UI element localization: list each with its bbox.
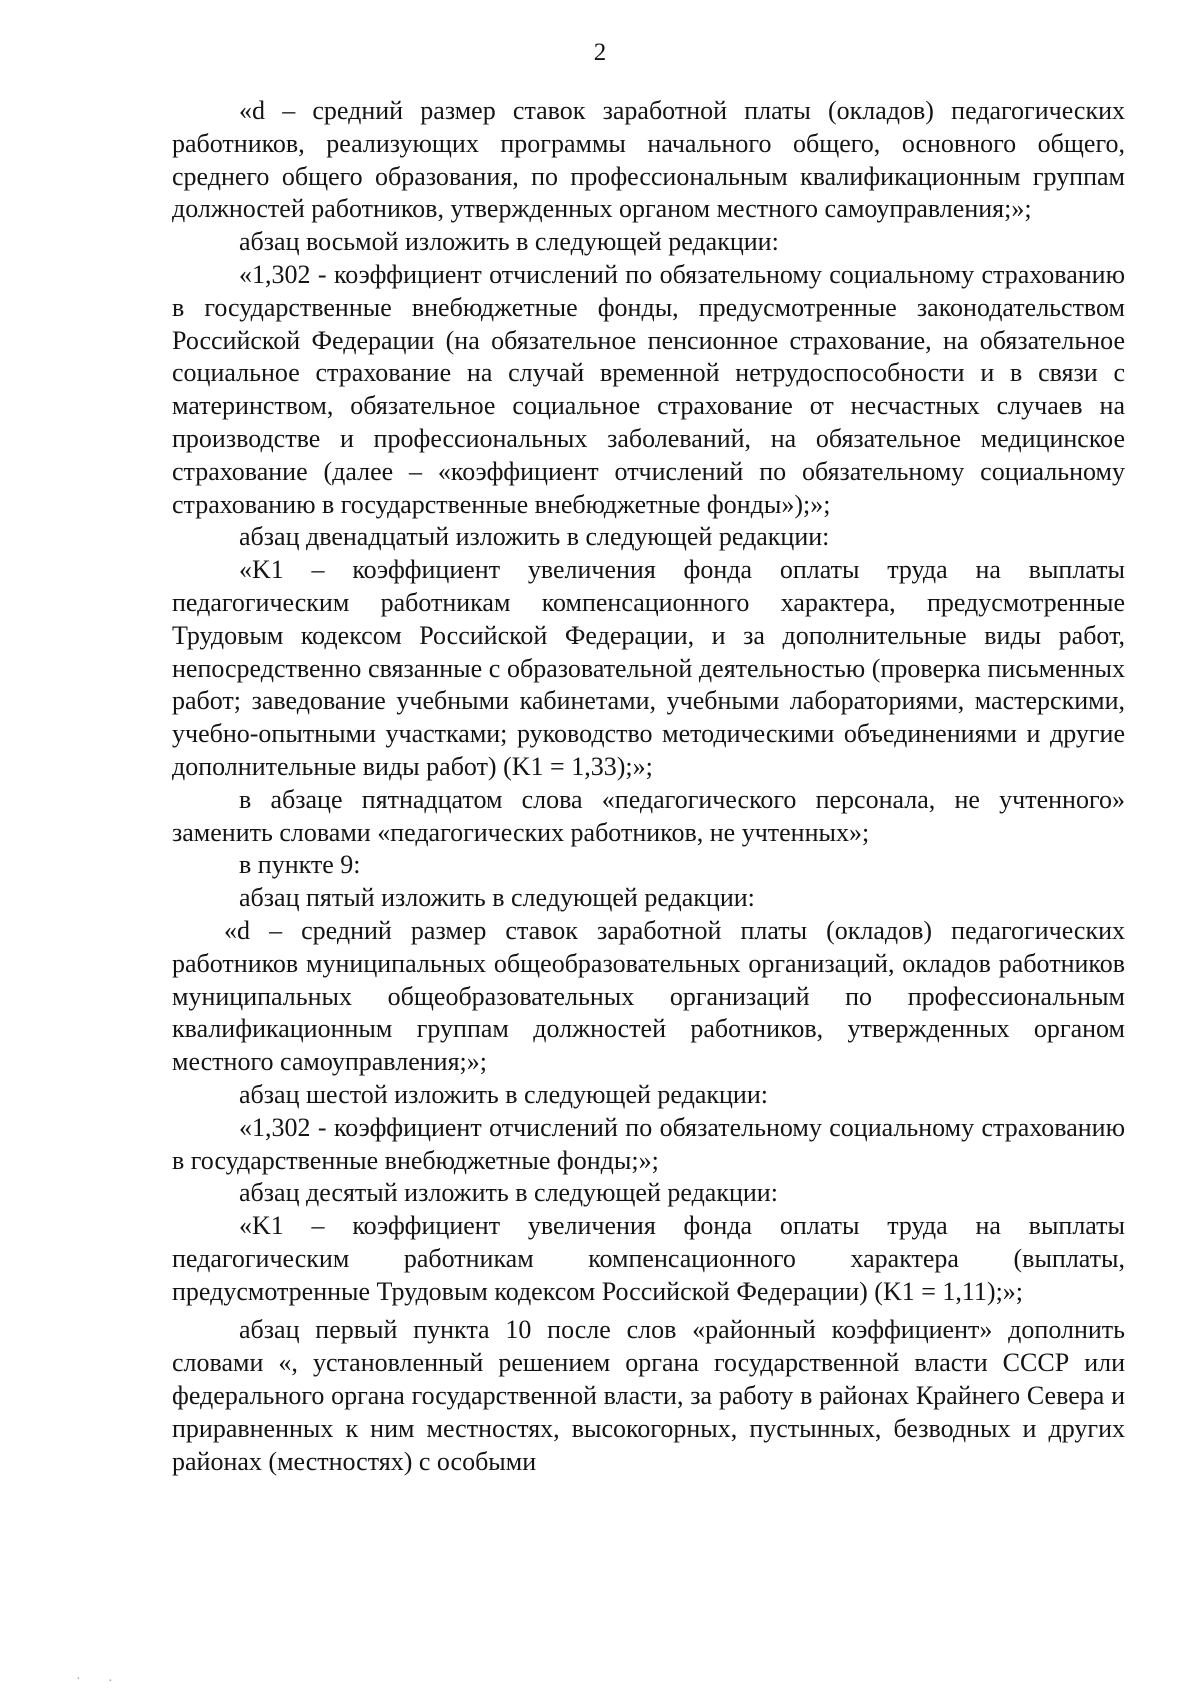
paragraph-11: «1,302 - коэффициент отчислений по обязательному социальному страхованию в государственные внебюджетные фонды;»; xyxy=(172,1112,1125,1175)
paragraph-1: «d – средний размер ставок заработной платы (окладов) педагогических работников, реализующих программы начального общего, основного общего, среднего общего образования, по профессиональным квалификационным группам должностей работников, утвержденных органом местного самоуправления;»; xyxy=(172,96,1125,224)
paragraph-5: «K1 – коэффициент увеличения фонда оплаты труда на выплаты педагогическим работникам компенсационного характера, предусмотренные Трудовым кодексом Российской Федерации, и за дополнительные виды работ, непосредственно связанные с образовательной деятельностью (проверка письменных работ; заведование учебными кабинетами, учебными лабораториями, мастерскими, учебно-опытными участками; руководство методическими объединениями и другие дополнительные виды работ) (K1 = 1,33);»; xyxy=(172,555,1125,781)
paragraph-14: абзац первый пункта 10 после слов «районный коэффициент» дополнить словами «, установленный решением органа государственной власти СССР или федерального органа государственной власти, за работу в районах Крайнего Севера и приравненных к ним местностях, высокогорных, пустынных, безводных и других районах (местностях) с особыми xyxy=(172,1315,1125,1476)
scan-speck: · xyxy=(108,1674,113,1689)
paragraph-12: абзац десятый изложить в следующей редакции: xyxy=(239,1178,778,1208)
document-body xyxy=(172,95,1125,1478)
scan-speck: · xyxy=(76,1672,81,1687)
paragraph-9: «d – средний размер ставок заработной платы (окладов) педагогических работников муниципальных общеобразовательных организаций, окладов работников муниципальных общеобразовательных организаций по профессиональным квалификационным группам должностей работников, утвержденных органом местного самоуправления;»; xyxy=(172,915,1125,1077)
paragraph-2: абзац восьмой изложить в следующей редакции: xyxy=(239,227,779,257)
paragraph-10: абзац шестой изложить в следующей редакции: xyxy=(239,1079,768,1109)
page-number: 2 xyxy=(593,39,607,66)
paragraph-3: «1,302 - коэффициент отчислений по обязательному социальному страхованию в государственные внебюджетные фонды, предусмотренные законодательством Российской Федерации (на обязательное пенсионное страхование, на обязательное социальное страхование на случай временной нетрудоспособности и в связи с материнством, обязательное социальное страхование от несчастных случаев на производстве и профессиональных заболеваний, на обязательное медицинское страхование (далее – «коэффициент отчислений по обязательному социальному страхованию в государственные внебюджетные фонды»);»; xyxy=(172,259,1125,519)
paragraph-7: в пункте 9: xyxy=(239,850,361,880)
paragraph-13: «K1 – коэффициент увеличения фонда оплаты труда на выплаты педагогическим работникам компенсационного характера (выплаты, предусмотренные Трудовым кодексом Российской Федерации) (K1 = 1,11);»; xyxy=(172,1211,1125,1306)
paragraph-6: в абзаце пятнадцатом слова «педагогического персонала, не учтенного» заменить словами «педагогических работников, не учтенных»; xyxy=(172,784,1125,847)
paragraph-4: абзац двенадцатый изложить в следующей редакции: xyxy=(239,522,830,552)
paragraph-8: абзац пятый изложить в следующей редакции: xyxy=(239,883,755,913)
